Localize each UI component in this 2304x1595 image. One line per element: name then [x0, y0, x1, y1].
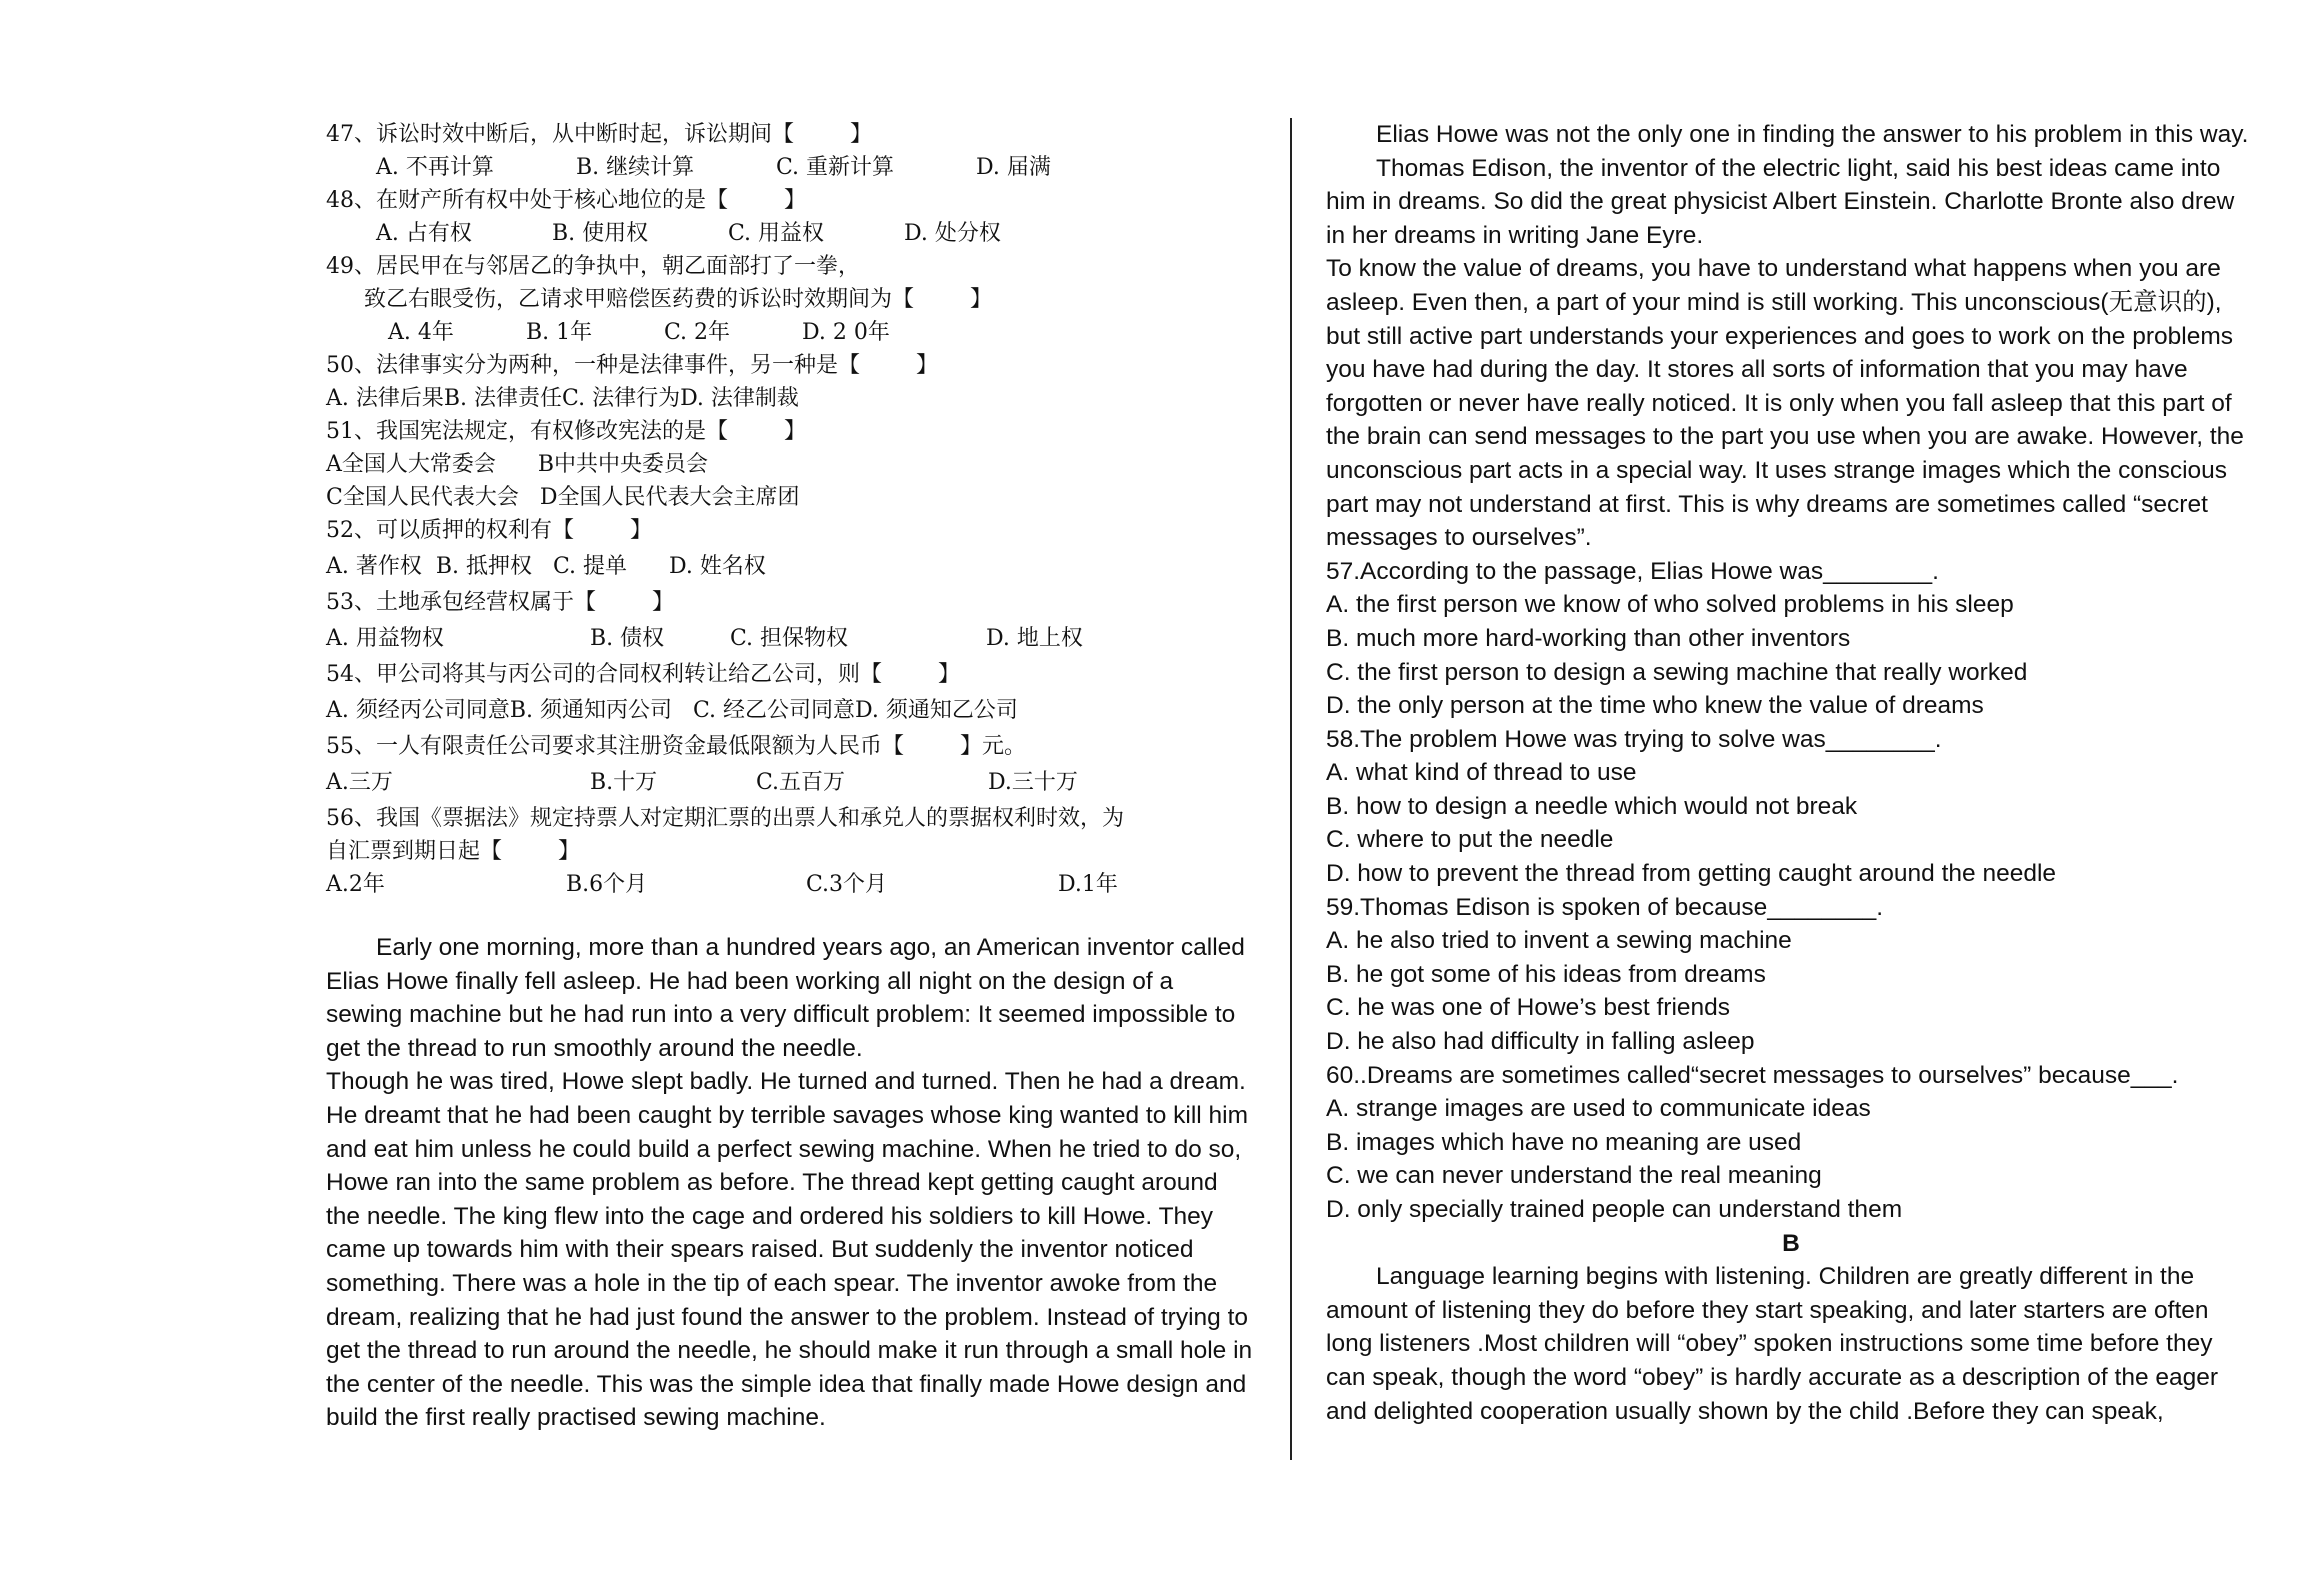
- question-stem: 60..Dreams are sometimes called“secret messages to ourselves” because___.: [1326, 1061, 2179, 1089]
- option-b: B. 继续计算: [576, 155, 695, 180]
- option-b: B. images which have no meaning are used: [1326, 1128, 1802, 1156]
- question-51-options-1: A全国人大常委会 B中共中央委员会: [326, 452, 709, 477]
- section-heading: B: [1782, 1229, 1800, 1257]
- option-b: B. how to design a needle which would not break: [1326, 792, 1858, 820]
- passage-paragraph-1: Early one morning, more than a hundred years ago, an American inventor called Elias Howe finally fell asleep. He had been working all night on the design of a sewing machine but he had run into a very difficult problem: It seemed impossible to get the thread to run smoothly around the needle.: [326, 934, 1245, 1062]
- question-stem: 57.According to the passage, Elias Howe was________.: [1326, 557, 1939, 585]
- question-48-options: [326, 217, 1256, 250]
- option-b: B. he got some of his ideas from dreams: [1326, 960, 1766, 988]
- question-56: 56、我国《票据法》规定持票人对定期汇票的出票人和承兑人的票据权利时效，为: [326, 806, 1124, 831]
- option-c: C.3个月: [806, 872, 888, 897]
- option-a: A.三万: [326, 770, 393, 795]
- question-49-cont: 致乙右眼受伤，乙请求甲赔偿医药费的诉讼时效期间为【 】: [364, 287, 992, 312]
- option-c: C. where to put the needle: [1326, 826, 1614, 854]
- question-stem: 58.The problem Howe was trying to solve was________.: [1326, 725, 1942, 753]
- column-divider: [1290, 118, 1292, 1460]
- question-55-options: [326, 766, 1256, 799]
- option-b: B. 债权: [590, 626, 665, 651]
- left-column: [326, 118, 1256, 1435]
- question-stem: 59.Thomas Edison is spoken of because________.: [1326, 893, 1884, 921]
- option-a: A.2年: [326, 872, 385, 897]
- question-56-options: [326, 868, 1256, 901]
- question-57: [1326, 555, 2256, 723]
- question-51-options-2: C全国人民代表大会 D全国人民代表大会主席团: [326, 485, 800, 510]
- option-a: A. he also tried to invent a sewing machine: [1326, 927, 1792, 955]
- passage-paragraph-5: To know the value of dreams, you have to understand what happens when you are asleep. Even then, a part of your mind is still working. This unconscious(无意识的), but still active part understands your experiences and goes to work on the problems you have had during the day. It stores all sorts of information that you may have forgotten or never have really noticed. It is only when you fall asleep that this part of the brain can send messages to the part you use when you are awake. However, the unconscious part acts in a special way. It uses strange images which the conscious part may not understand at first. This is why dreams are sometimes called “secret messages to ourselves”.: [1326, 255, 2244, 552]
- question-60: [1326, 1059, 2256, 1227]
- passage-paragraph-4: Thomas Edison, the inventor of the electric light, said his best ideas came into him in dreams. So did the great physicist Albert Einstein. Charlotte Bronte also drew in her dreams in writing Jane Eyre.: [1326, 154, 2235, 249]
- option-c: C. 用益权: [728, 221, 825, 246]
- passage-paragraph-2: Though he was tired, Howe slept badly. He turned and turned. Then he had a dream. He dreamt that he had been caught by terrible savages whose king wanted to kill him and eat him unless he could build a perfect sewing machine. When he tried to do so, Howe ran into the same problem as before. The thread kept getting caught around the needle. The king flew into the cage and ordered his soldiers to kill Howe. They came up towards him with their spears raised. But suddenly the inventor noticed something. There was a hole in the tip of each spear. The inventor awoke from the dream, realizing that he had just found the answer to the problem. Instead of trying to get the thread to run around the needle, he should make it run through a small hole in the center of the needle. This was the simple idea that finally made Howe design and build the first really practised sewing machine.: [326, 1068, 1253, 1432]
- option-b: B.6个月: [566, 872, 648, 897]
- option-a: A. what kind of thread to use: [1326, 759, 1637, 787]
- option-c: C. the first person to design a sewing machine that really worked: [1326, 658, 2028, 686]
- question-53: 53、土地承包经营权属于【 】: [326, 590, 674, 615]
- option-a: A. the first person we know of who solved problems in his sleep: [1326, 591, 2014, 619]
- option-a: A. 4年: [388, 320, 454, 345]
- option-d: D. only specially trained people can understand them: [1326, 1196, 1903, 1223]
- option-a: A. strange images are used to communicate ideas: [1326, 1095, 1871, 1123]
- option-c: C. he was one of Howe’s best friends: [1326, 994, 1731, 1022]
- option-d: D. he also had difficulty in falling asleep: [1326, 1028, 1755, 1056]
- question-59: [1326, 891, 2256, 1059]
- option-a: A. 用益物权: [326, 626, 444, 651]
- option-d: D. 处分权: [904, 221, 1001, 246]
- option-b: B. 使用权: [552, 221, 649, 246]
- question-54-options: A. 须经丙公司同意B. 须通知丙公司 C. 经乙公司同意D. 须通知乙公司: [326, 698, 1018, 723]
- option-c: C. 重新计算: [776, 155, 895, 180]
- option-a: A. 不再计算: [376, 155, 494, 180]
- section-b-paragraph: Language learning begins with listening. Children are greatly different in the amount of listening they do before they start speaking, and later starters are often long listeners .Most children will “obey” spoken instructions some time before they can speak, though the word “obey” is hardly accurate as a description of the eager and delighted cooperation usually shown by the child .Before they can speak,: [1326, 1263, 2219, 1425]
- option-b: B.十万: [590, 770, 658, 795]
- option-c: C. 2年: [664, 320, 731, 345]
- question-55: 55、一人有限责任公司要求其注册资金最低限额为人民币【 】元。: [326, 734, 1026, 759]
- question-52: 52、可以质押的权利有【 】: [326, 518, 652, 543]
- question-51: 51、我国宪法规定，有权修改宪法的是【 】: [326, 419, 806, 444]
- option-d: D. 届满: [976, 155, 1051, 180]
- right-column: [1326, 118, 2256, 1428]
- option-d: D. 2 0年: [802, 320, 890, 345]
- option-d: D. 地上权: [986, 626, 1083, 651]
- question-52-options: A. 著作权 B. 抵押权 C. 提单 D. 姓名权: [326, 554, 766, 579]
- option-a: A. 占有权: [376, 221, 472, 246]
- option-d: D.1年: [1058, 872, 1118, 897]
- question-58: [1326, 723, 2256, 891]
- question-50: 50、法律事实分为两种，一种是法律事件，另一种是【 】: [326, 353, 938, 378]
- question-47: 47、诉讼时效中断后，从中断时起，诉讼期间【 】: [326, 122, 872, 147]
- question-54: 54、甲公司将其与丙公司的合同权利转让给乙公司，则【 】: [326, 662, 960, 687]
- question-49: 49、居民甲在与邻居乙的争执中，朝乙面部打了一拳，: [326, 254, 860, 279]
- question-56-cont: 自汇票到期日起【 】: [326, 839, 580, 864]
- question-53-options: [326, 622, 1256, 655]
- question-50-options: A. 法律后果B. 法律责任C. 法律行为D. 法律制裁: [326, 386, 799, 411]
- option-c: C. 担保物权: [730, 626, 849, 651]
- option-b: B. much more hard-working than other inventors: [1326, 624, 1851, 652]
- question-47-options: [326, 151, 1256, 184]
- option-b: B. 1年: [526, 320, 593, 345]
- question-49-options: [326, 316, 1256, 349]
- option-d: D.三十万: [988, 770, 1078, 795]
- option-c: C. we can never understand the real meaning: [1326, 1162, 1822, 1190]
- passage-paragraph-3: Elias Howe was not the only one in finding the answer to his problem in this way.: [1376, 121, 2249, 148]
- option-d: D. the only person at the time who knew the value of dreams: [1326, 692, 1984, 720]
- option-d: D. how to prevent the thread from getting caught around the needle: [1326, 860, 2057, 888]
- option-c: C.五百万: [756, 770, 846, 795]
- question-48: 48、在财产所有权中处于核心地位的是【 】: [326, 188, 806, 213]
